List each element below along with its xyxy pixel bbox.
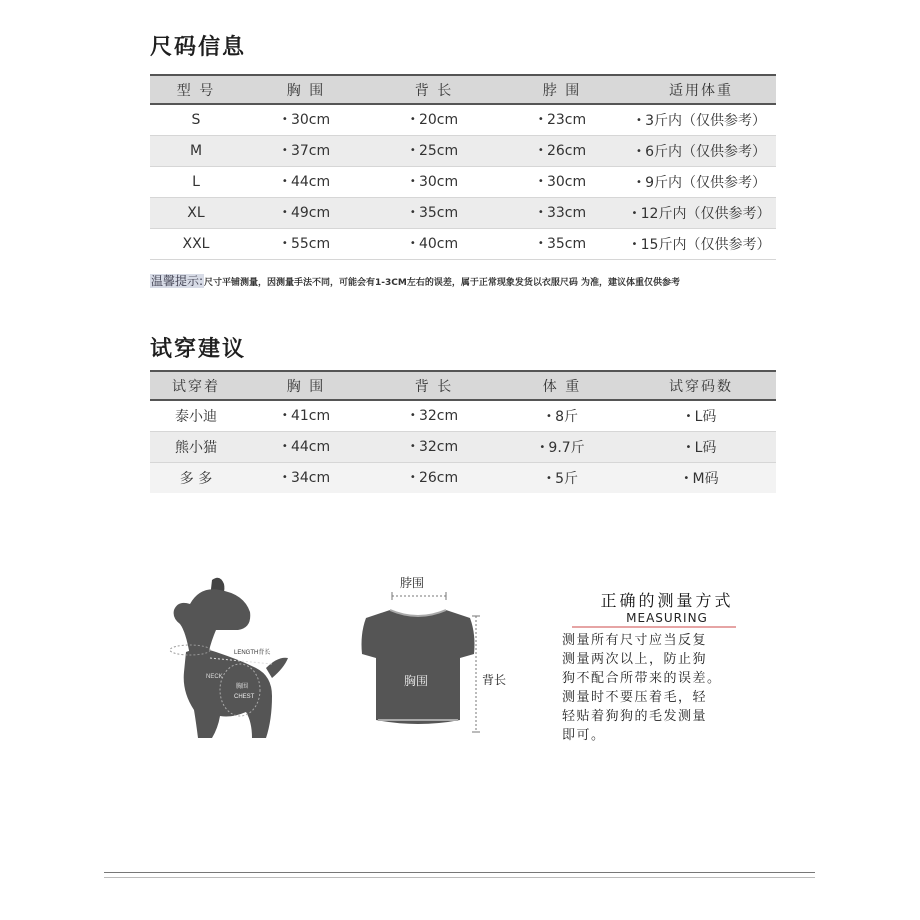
measuring-line: 测量时不要压着毛，轻 — [562, 690, 708, 705]
measuring-body — [562, 631, 762, 745]
header-cell: 型 号 — [176, 82, 216, 99]
shirt-neck-label: 脖围 — [400, 576, 425, 590]
chest-cn-label: 胸围 — [236, 684, 249, 690]
table-row — [150, 198, 776, 229]
size-info-title: 尺码信息 — [150, 35, 247, 60]
measuring-line: 狗不配合所带来的误差。 — [562, 671, 722, 686]
weight-cell: • 9斤内（仅供参考） — [626, 172, 776, 192]
shirt-body — [362, 610, 475, 724]
chest-en-label: CHEST — [234, 694, 255, 700]
weight-cell: • 8斤 — [498, 406, 626, 426]
weight-cell: • 15斤内（仅供参考） — [626, 234, 776, 254]
length-cell: • 40cm — [370, 236, 498, 252]
pet-name-cell: 多 多 — [179, 471, 213, 487]
neck-cell: • 23cm — [498, 112, 626, 128]
header-cell: 背 长 — [414, 82, 454, 99]
shirt-measure-diagram — [360, 572, 520, 742]
measuring-instructions — [562, 588, 762, 745]
neck-cell: • 35cm — [498, 236, 626, 252]
header-cell: 试穿码数 — [669, 378, 733, 395]
neck-label: NECK — [206, 674, 223, 680]
dog-tail — [266, 658, 288, 678]
chest-cell: • 55cm — [242, 236, 370, 252]
size-cell: XL — [187, 205, 205, 221]
try-on-table — [150, 370, 776, 493]
chest-cell: • 44cm — [242, 174, 370, 190]
try-on-title: 试穿建议 — [150, 337, 247, 362]
table-row — [150, 401, 776, 432]
table-row — [150, 463, 776, 493]
length-cell: • 32cm — [370, 408, 498, 424]
length-cell: • 30cm — [370, 174, 498, 190]
size-cell: • L码 — [626, 406, 776, 426]
table-row — [150, 229, 776, 260]
weight-cell: • 9.7斤 — [498, 437, 626, 457]
footer-divider — [104, 872, 815, 873]
chest-cell: • 41cm — [242, 408, 370, 424]
measuring-line: 测量所有尺寸应当反复 — [562, 633, 708, 648]
pet-name-cell: 泰小迪 — [175, 409, 217, 425]
shirt-chest-label: 胸围 — [404, 674, 429, 688]
chest-cell: • 49cm — [242, 205, 370, 221]
try-on-table-header — [150, 370, 776, 401]
header-cell: 背 长 — [414, 378, 454, 395]
length-cell: • 20cm — [370, 112, 498, 128]
header-cell: 适用体重 — [669, 82, 733, 99]
chest-cell: • 44cm — [242, 439, 370, 455]
weight-cell: • 12斤内（仅供参考） — [626, 203, 776, 223]
chest-cell: • 37cm — [242, 143, 370, 159]
measuring-subtitle: MEASURING — [626, 611, 708, 625]
header-cell: 脖 围 — [542, 82, 582, 99]
size-cell: M — [189, 143, 203, 159]
header-cell: 胸 围 — [286, 82, 326, 99]
measuring-line: 即可。 — [562, 728, 606, 743]
size-cell: XXL — [182, 236, 210, 252]
neck-cell: • 26cm — [498, 143, 626, 159]
size-table — [150, 74, 776, 260]
length-cell: • 32cm — [370, 439, 498, 455]
header-cell: 试穿着 — [172, 378, 220, 395]
table-row — [150, 167, 776, 198]
dog-measure-diagram — [160, 572, 300, 747]
measuring-underline — [572, 626, 736, 628]
shirt-back-label: 背长 — [482, 673, 507, 687]
size-cell: • M码 — [626, 468, 776, 488]
length-cell: • 26cm — [370, 470, 498, 486]
length-cell: • 25cm — [370, 143, 498, 159]
weight-cell: • 5斤 — [498, 468, 626, 488]
measuring-title: 正确的测量方式 — [600, 591, 734, 610]
tip-text: 尺寸平铺测量，因测量手法不同，可能会有1-3CM左右的误差，属于正常现象发货以衣服尺码 为准，建议体重仅供参考 — [204, 278, 681, 288]
measurement-tip — [150, 272, 790, 289]
table-row — [150, 136, 776, 167]
size-cell: • L码 — [626, 437, 776, 457]
size-table-header — [150, 74, 776, 105]
measuring-line: 测量两次以上，防止狗 — [562, 652, 708, 667]
length-label: LENGTH背长 — [234, 650, 271, 656]
size-cell: L — [192, 174, 200, 190]
size-cell: S — [191, 112, 201, 128]
header-cell: 胸 围 — [286, 378, 326, 395]
table-row — [150, 432, 776, 463]
table-row — [150, 105, 776, 136]
pet-name-cell: 熊小猫 — [175, 440, 217, 456]
weight-cell: • 3斤内（仅供参考） — [626, 110, 776, 130]
tip-label: 温馨提示: — [151, 274, 204, 288]
chest-cell: • 34cm — [242, 470, 370, 486]
header-cell: 体 重 — [542, 378, 582, 395]
footer-divider — [104, 877, 815, 878]
length-cell: • 35cm — [370, 205, 498, 221]
weight-cell: • 6斤内（仅供参考） — [626, 141, 776, 161]
dog-head — [174, 589, 251, 656]
neck-cell: • 33cm — [498, 205, 626, 221]
neck-cell: • 30cm — [498, 174, 626, 190]
measuring-line: 轻贴着狗狗的毛发测量 — [562, 709, 708, 724]
chest-cell: • 30cm — [242, 112, 370, 128]
